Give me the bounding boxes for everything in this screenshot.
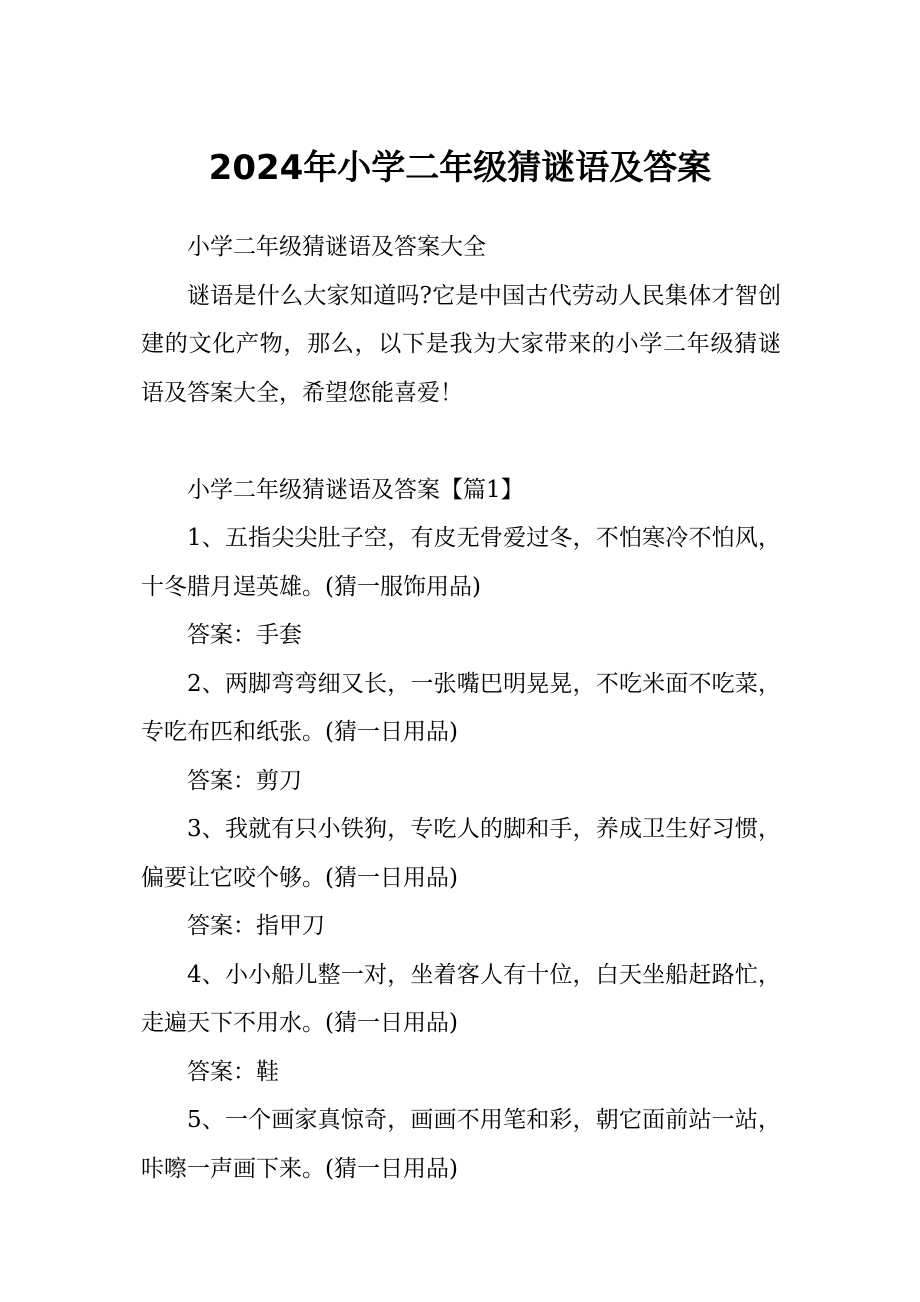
riddle-question: 1、五指尖尖肚子空，有皮无骨爱过冬，不怕寒冷不怕风，十冬腊月逞英雄。(猜一服饰用品) [141, 525, 781, 600]
subtitle: 小学二年级猜谜语及答案大全 [187, 234, 486, 260]
riddle-answer: 答案：指甲刀 [187, 913, 325, 939]
riddle-question: 4、小小船儿整一对，坐着客人有十位，白天坐船赶路忙，走遍天下不用水。(猜一日用品) [141, 961, 781, 1036]
section-heading: 小学二年级猜谜语及答案【篇1】 [187, 476, 524, 503]
document-title: 2024年小学二年级猜谜语及答案 [208, 148, 712, 188]
blank-line [141, 417, 781, 466]
document-body [141, 223, 781, 1193]
riddle-question: 5、一个画家真惊奇，画画不用笔和彩，朝它面前站一站，咔嚓一声画下来。(猜一日用品) [141, 1107, 781, 1182]
riddle-answer: 答案：鞋 [187, 1058, 279, 1085]
intro-paragraph: 谜语是什么大家知道吗?它是中国古代劳动人民集体才智创建的文化产物，那么，以下是我为大家带来的小学二年级猜谜语及答案大全，希望您能喜爱！ [141, 282, 781, 406]
riddle-question: 3、我就有只小铁狗，专吃人的脚和手，养成卫生好习惯，偏要让它咬个够。(猜一日用品) [141, 816, 781, 891]
riddle-answer: 答案：剪刀 [187, 767, 302, 794]
riddle-question: 2、两脚弯弯细又长，一张嘴巴明晃晃，不吃米面不吃菜，专吃布匹和纸张。(猜一日用品) [141, 670, 781, 745]
riddle-answer: 答案：手套 [187, 622, 302, 648]
